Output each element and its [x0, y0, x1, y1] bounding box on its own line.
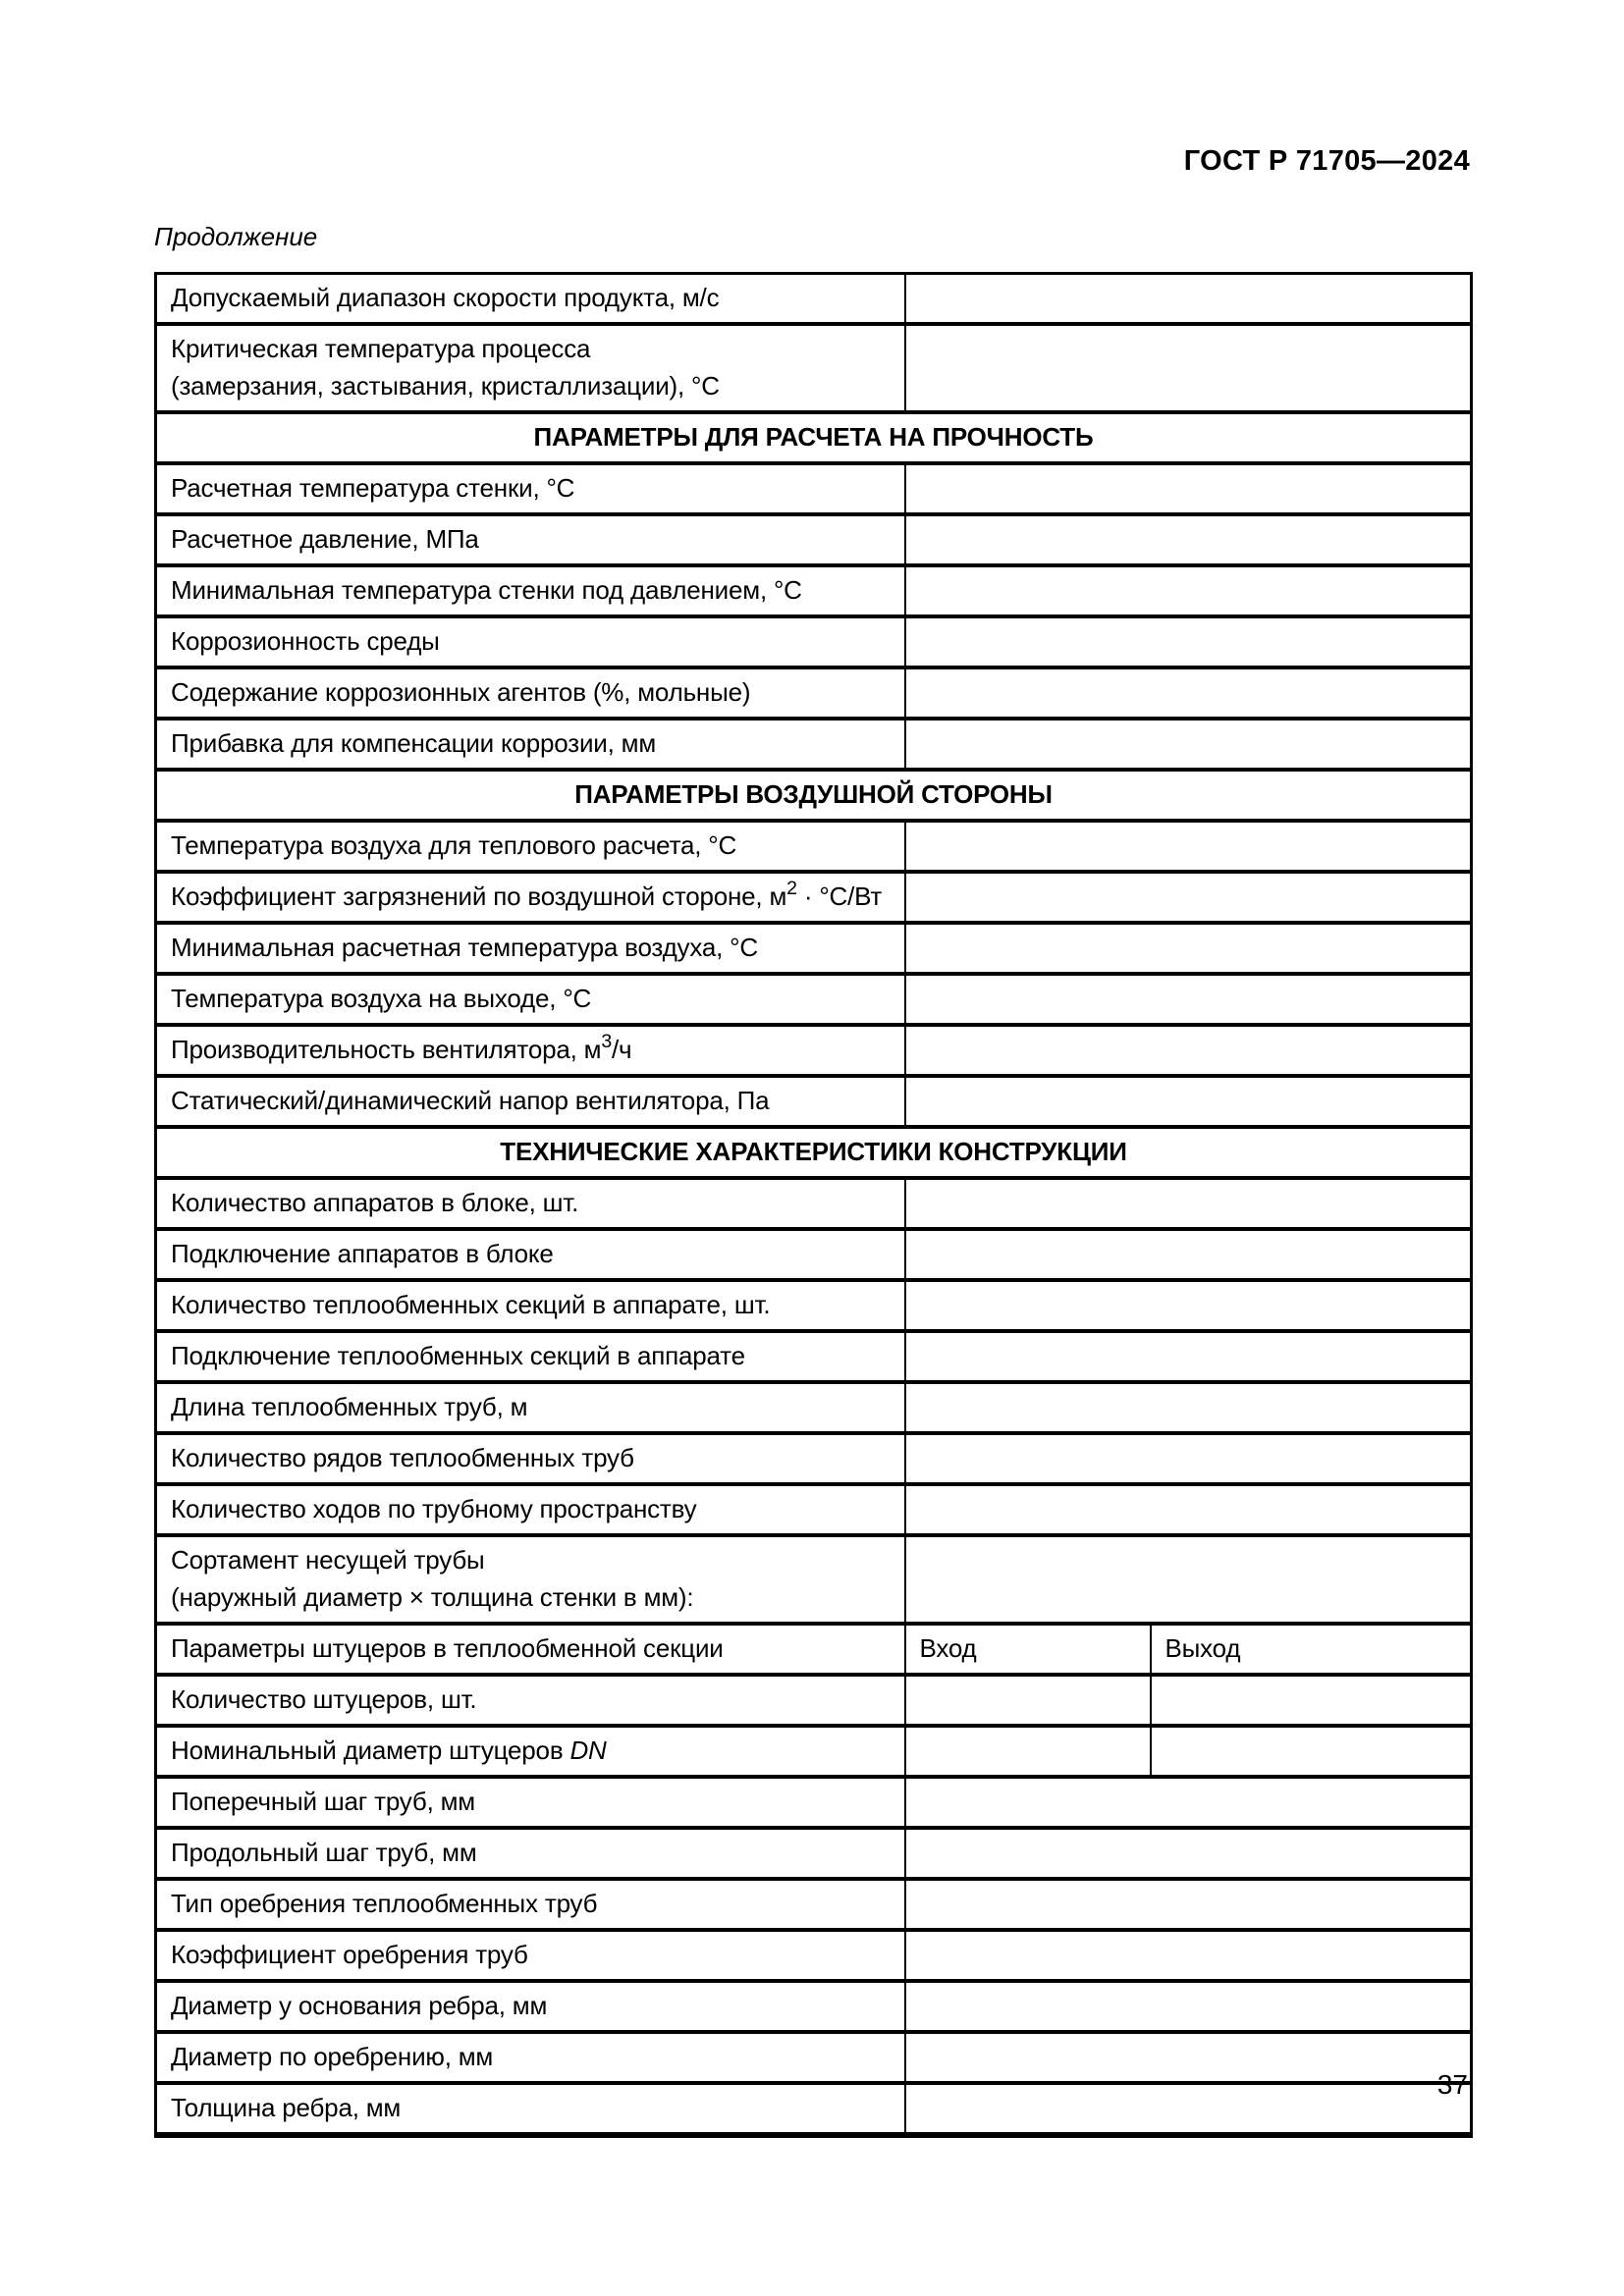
param-label-cell — [156, 324, 905, 412]
label-line — [171, 1634, 891, 1663]
param-label-cell — [156, 2083, 905, 2135]
table-row — [156, 1025, 1472, 1076]
outlet-value-cell: Выход — [1151, 1624, 1472, 1675]
param-label-cell — [156, 821, 905, 872]
table-row — [156, 1624, 1472, 1675]
param-value-cell — [905, 974, 1472, 1025]
param-label-cell — [156, 667, 905, 719]
label-line — [171, 335, 891, 363]
param-value-cell — [905, 821, 1472, 872]
label-text: Коррозионность среды — [171, 626, 440, 656]
label-line — [171, 1685, 891, 1714]
label-line — [171, 729, 891, 758]
label-line — [171, 1788, 891, 1816]
table-row — [156, 1229, 1472, 1280]
table-row — [156, 872, 1472, 923]
param-value-cell — [905, 1777, 1472, 1828]
param-value-cell — [905, 1981, 1472, 2032]
table-row — [156, 463, 1472, 514]
param-label-cell — [156, 274, 905, 325]
table-row — [156, 565, 1472, 616]
param-value-cell — [905, 514, 1472, 565]
label-text: Производительность вентилятора, м — [171, 1035, 602, 1064]
label-text: Коэффициент оребрения труб — [171, 1940, 528, 1969]
label-text: Подключение аппаратов в блоке — [171, 1239, 554, 1268]
label-line — [171, 1240, 891, 1268]
param-value-cell — [905, 1229, 1472, 1280]
label-text: Расчетное давление, МПа — [171, 524, 479, 554]
table-row — [156, 1076, 1472, 1127]
table-row — [156, 1828, 1472, 1879]
table-row — [156, 1879, 1472, 1930]
label-line — [171, 2094, 891, 2122]
label-text: Прибавка для компенсации коррозии, мм — [171, 728, 657, 758]
table-row — [156, 1484, 1472, 1535]
param-label-cell — [156, 1382, 905, 1433]
param-label-cell — [156, 1535, 905, 1624]
label-text: Количество штуцеров, шт. — [171, 1684, 477, 1714]
label-text: Тип оребрения теплообменных труб — [171, 1889, 598, 1918]
table-row — [156, 1930, 1472, 1981]
param-label-cell — [156, 1025, 905, 1076]
param-value-cell — [905, 1484, 1472, 1535]
label-line — [171, 1890, 891, 1918]
param-label-cell — [156, 1484, 905, 1535]
label-text: Диаметр по оребрению, мм — [171, 2042, 494, 2071]
label-line — [171, 1444, 891, 1472]
table-row — [156, 2083, 1472, 2135]
table-row — [156, 1433, 1472, 1484]
table-row — [156, 974, 1472, 1025]
label-line — [171, 284, 891, 312]
param-label-cell — [156, 616, 905, 667]
label-line — [171, 678, 891, 707]
param-label-cell — [156, 1879, 905, 1930]
label-text: Длина теплообменных труб, м — [171, 1392, 528, 1421]
label-line — [171, 474, 891, 503]
table-row — [156, 667, 1472, 719]
param-value-cell — [905, 872, 1472, 923]
param-label-cell — [156, 1726, 905, 1777]
label-text: Критическая температура процесса — [171, 334, 591, 363]
param-value-cell — [905, 1331, 1472, 1382]
param-value-cell — [905, 2083, 1472, 2135]
param-label-cell — [156, 974, 905, 1025]
table-row — [156, 1280, 1472, 1331]
label-line — [171, 1736, 891, 1765]
label-text: Количество рядов теплообменных труб — [171, 1443, 634, 1472]
param-value-cell — [905, 565, 1472, 616]
param-value-cell — [905, 719, 1472, 770]
table-row — [156, 514, 1472, 565]
param-value-cell — [905, 1535, 1472, 1624]
table-row — [156, 1178, 1472, 1229]
outlet-value-cell — [1151, 1675, 1472, 1726]
outlet-value-cell — [1151, 1726, 1472, 1777]
param-value-cell — [905, 2032, 1472, 2083]
param-label-cell — [156, 923, 905, 974]
param-value-cell — [905, 463, 1472, 514]
label-text: Количество аппаратов в блоке, шт. — [171, 1188, 579, 1217]
section-row — [156, 412, 1472, 463]
label-text: Содержание коррозионных агентов (%, мольные) — [171, 677, 751, 707]
param-label-cell — [156, 872, 905, 923]
label-text: Подключение теплообменных секций в аппарате — [171, 1341, 745, 1370]
section-header-cell: ПАРАМЕТРЫ ДЛЯ РАСЧЕТА НА ПРОЧНОСТЬ — [156, 412, 1472, 463]
section-row — [156, 1127, 1472, 1178]
label-text: · °С/Вт — [796, 881, 883, 911]
continuation-label: Продолжение — [154, 222, 318, 251]
param-value-cell — [905, 1879, 1472, 1930]
param-label-cell — [156, 1433, 905, 1484]
label-line — [171, 1291, 891, 1319]
param-label-cell — [156, 719, 905, 770]
label-line — [171, 1495, 891, 1523]
label-line — [171, 1941, 891, 1969]
table-row — [156, 1535, 1472, 1624]
doc-code: ГОСТ Р 71705—2024 — [1183, 145, 1470, 177]
param-label-cell — [156, 1178, 905, 1229]
param-value-cell — [905, 274, 1472, 325]
label-line — [171, 985, 891, 1013]
label-text: Расчетная температура стенки, °С — [171, 473, 575, 503]
param-value-cell — [905, 923, 1472, 974]
label-text: Толщина ребра, мм — [171, 2093, 402, 2122]
param-label-cell — [156, 1331, 905, 1382]
label-line — [171, 2043, 891, 2071]
label-line — [171, 1031, 891, 1064]
label-text: DN — [569, 1735, 607, 1765]
label-line — [171, 878, 891, 911]
table-row — [156, 1726, 1472, 1777]
param-label-cell — [156, 1675, 905, 1726]
label-line — [171, 934, 891, 962]
param-value-cell — [905, 1930, 1472, 1981]
table-row — [156, 324, 1472, 412]
param-label-cell — [156, 1777, 905, 1828]
label-text: Продольный шаг труб, мм — [171, 1838, 477, 1867]
label-text: Допускаемый диапазон скорости продукта, м/с — [171, 283, 720, 312]
param-label-cell — [156, 463, 905, 514]
page-number: 37 — [1436, 2069, 1468, 2100]
param-label-cell — [156, 1828, 905, 1879]
table-row — [156, 923, 1472, 974]
param-value-cell — [905, 1025, 1472, 1076]
label-text: Количество ходов по трубному пространству — [171, 1494, 697, 1523]
label-line — [171, 1342, 891, 1370]
label-text: Температура воздуха на выходе, °С — [171, 984, 592, 1013]
param-label-cell — [156, 1229, 905, 1280]
label-text: Количество теплообменных секций в аппарате, шт. — [171, 1290, 771, 1319]
inlet-value-cell: Вход — [905, 1624, 1151, 1675]
label-line — [171, 525, 891, 554]
label-text: Поперечный шаг труб, мм — [171, 1787, 475, 1816]
inlet-value-cell — [905, 1675, 1151, 1726]
spec-table — [154, 272, 1473, 2138]
param-value-cell — [905, 1178, 1472, 1229]
param-label-cell — [156, 1280, 905, 1331]
param-value-cell — [905, 324, 1472, 412]
param-label-cell — [156, 1076, 905, 1127]
label-text: 2 — [786, 878, 797, 900]
label-text: Параметры штуцеров в теплообменной секции — [171, 1633, 724, 1663]
param-value-cell — [905, 616, 1472, 667]
label-line — [171, 1992, 891, 2020]
label-line — [171, 1087, 891, 1115]
section-header-cell: ПАРАМЕТРЫ ВОЗДУШНОЙ СТОРОНЫ — [156, 770, 1472, 821]
table-row — [156, 616, 1472, 667]
label-line — [171, 1189, 891, 1217]
label-line — [171, 1393, 891, 1421]
label-text: 3 — [601, 1031, 612, 1053]
label-line — [171, 1583, 891, 1612]
param-value-cell — [905, 1828, 1472, 1879]
label-text: Статический/динамический напор вентилятора, Па — [171, 1086, 770, 1115]
table-row — [156, 1981, 1472, 2032]
param-value-cell — [905, 1433, 1472, 1484]
label-text: Минимальная расчетная температура воздуха, °С — [171, 933, 758, 962]
param-label-cell — [156, 514, 905, 565]
section-row — [156, 770, 1472, 821]
table-row — [156, 1382, 1472, 1433]
label-text: Сортамент несущей трубы — [171, 1545, 485, 1575]
label-text: Номинальный диаметр штуцеров — [171, 1735, 570, 1765]
label-line — [171, 627, 891, 656]
table-row — [156, 1331, 1472, 1382]
label-line — [171, 1546, 891, 1575]
label-line — [171, 576, 891, 605]
param-value-cell — [905, 667, 1472, 719]
label-line — [171, 1839, 891, 1867]
label-text: Диаметр у основания ребра, мм — [171, 1991, 548, 2020]
table-row — [156, 719, 1472, 770]
label-text: Температура воздуха для теплового расчета, °С — [171, 830, 737, 860]
param-label-cell — [156, 565, 905, 616]
section-header-cell: ТЕХНИЧЕСКИЕ ХАРАКТЕРИСТИКИ КОНСТРУКЦИИ — [156, 1127, 1472, 1178]
param-value-cell — [905, 1076, 1472, 1127]
param-label-cell — [156, 1981, 905, 2032]
param-value-cell — [905, 1382, 1472, 1433]
label-text: /ч — [611, 1035, 632, 1064]
param-label-cell — [156, 2032, 905, 2083]
table-row — [156, 1777, 1472, 1828]
label-text: Минимальная температура стенки под давлением, °С — [171, 575, 802, 605]
param-label-cell — [156, 1624, 905, 1675]
table-row — [156, 2032, 1472, 2083]
label-text: (замерзания, застывания, кристаллизации), °С — [171, 371, 720, 400]
table-row — [156, 274, 1472, 325]
inlet-value-cell — [905, 1726, 1151, 1777]
label-text: Коэффициент загрязнений по воздушной стороне, м — [171, 881, 787, 911]
label-line — [171, 831, 891, 860]
label-line — [171, 372, 891, 400]
table-row — [156, 821, 1472, 872]
param-value-cell — [905, 1280, 1472, 1331]
label-text: (наружный диаметр × толщина стенки в мм): — [171, 1582, 694, 1612]
table-row — [156, 1675, 1472, 1726]
param-label-cell — [156, 1930, 905, 1981]
